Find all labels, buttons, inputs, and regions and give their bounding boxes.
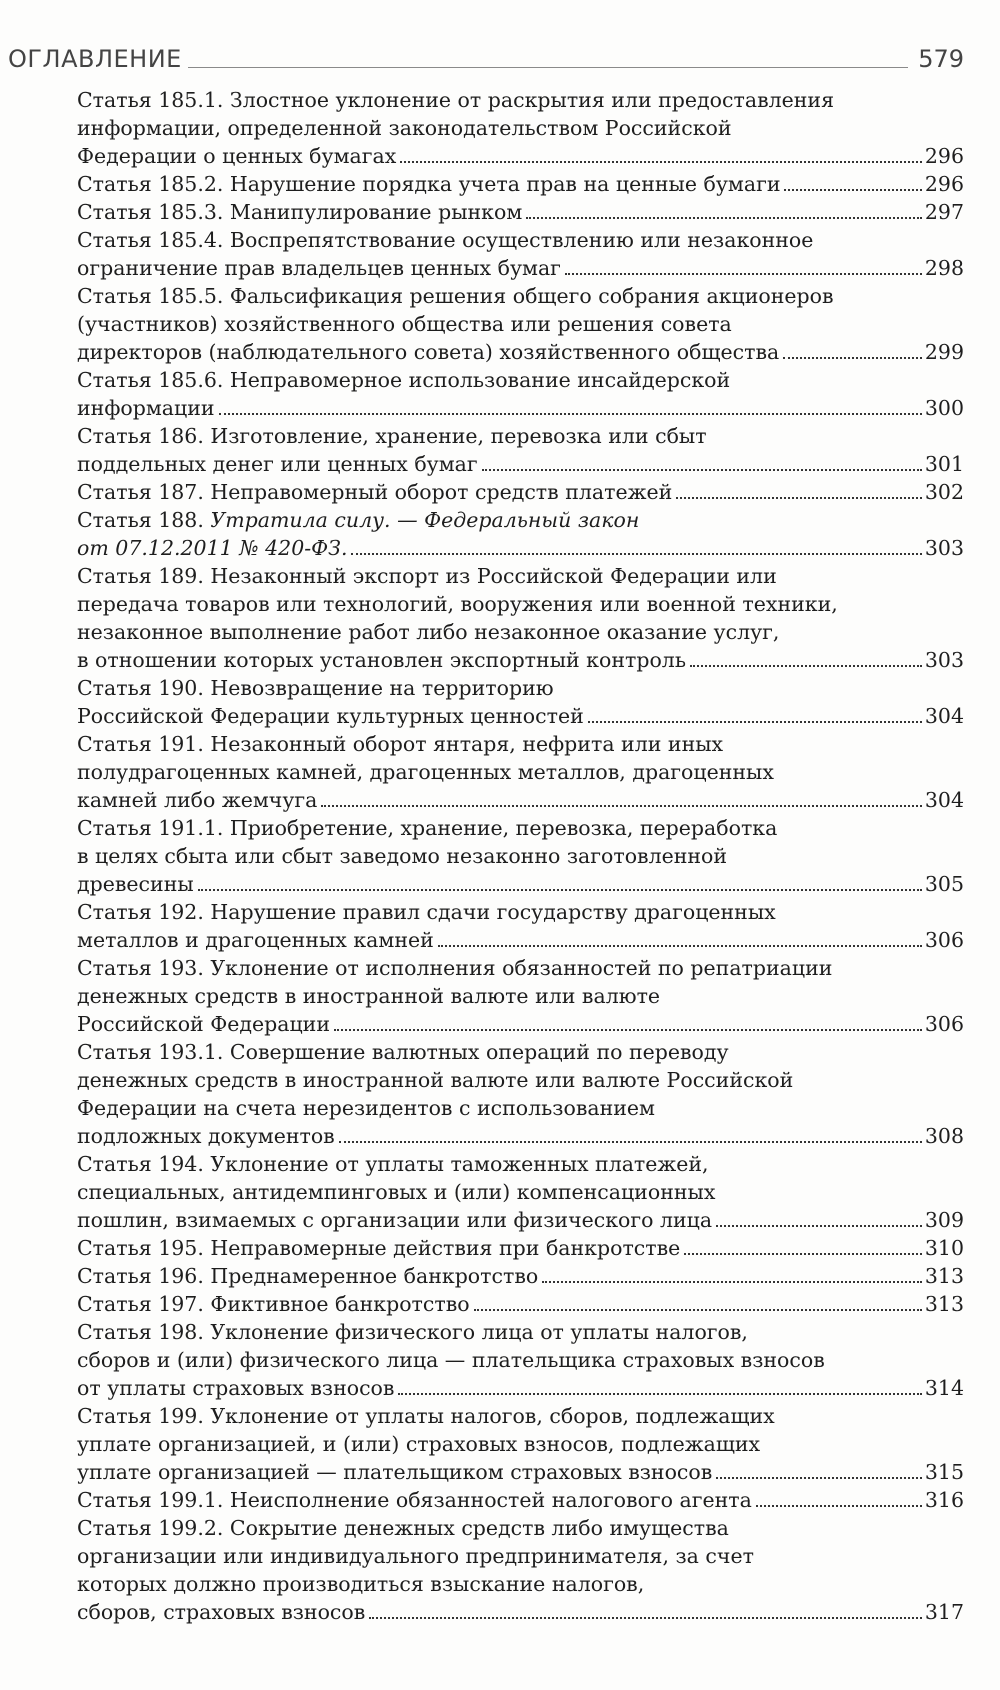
toc-entry-text: от 07.12.2011 № 420-ФЗ. — [77, 536, 348, 560]
toc-entry-line — [77, 366, 964, 394]
toc-entry-text: уплате организацией — плательщиком страховых взносов — [77, 1460, 713, 1484]
toc-entry-page-number: 303 — [924, 536, 964, 560]
running-header — [8, 34, 964, 74]
toc-entry-line — [77, 86, 964, 114]
toc-entry-last-line — [77, 702, 964, 730]
toc-entry-line — [77, 954, 964, 982]
toc-entry-text: которых должно производиться взыскание налогов, — [77, 1572, 645, 1596]
toc-entry-line — [77, 1150, 964, 1178]
toc-entry-line — [77, 898, 964, 926]
toc-entry-line — [77, 1570, 964, 1598]
toc-entry-text: Статья 185.5. Фальсификация решения общего собрания акционеров — [77, 284, 834, 308]
toc-entry-prefix: Статья 188. — [77, 508, 211, 532]
toc-entry-line — [77, 562, 964, 590]
toc-entry-text: ограничение прав владельцев ценных бумаг — [77, 256, 561, 280]
toc-entry-page-number: 296 — [924, 172, 964, 196]
toc-entry-page-number: 314 — [924, 1376, 964, 1400]
toc-entry-text: Статья 191.1. Приобретение, хранение, перевозка, переработка — [77, 816, 778, 840]
toc-entry-text: Статья 190. Невозвращение на территорию — [77, 676, 554, 700]
dot-leader — [334, 1029, 922, 1031]
toc-entry — [77, 198, 964, 226]
toc-entry-text: Статья 194. Уклонение от уплаты таможенных платежей, — [77, 1152, 709, 1176]
toc-entry-page-number: 299 — [924, 340, 964, 364]
toc-entry-text: информации — [77, 396, 215, 420]
toc-entry-page-number: 313 — [924, 1292, 964, 1316]
toc-entry-text: сборов, страховых взносов — [77, 1600, 366, 1624]
toc-entry — [77, 674, 964, 730]
toc-entry-italic-note: Утратила силу. — Федеральный закон — [210, 508, 640, 532]
toc-entry-last-line — [77, 478, 964, 506]
toc-entry-last-line — [77, 870, 964, 898]
toc-entry-page-number: 303 — [924, 648, 964, 672]
toc-entry-text: Статья 197. Фиктивное банкротство — [77, 1292, 470, 1316]
toc-entry — [77, 814, 964, 898]
toc-entry-last-line — [77, 1374, 964, 1402]
dot-leader — [351, 553, 921, 555]
dot-leader — [684, 1253, 922, 1255]
dot-leader — [398, 1393, 921, 1395]
dot-leader — [542, 1281, 922, 1283]
toc-entry-text: Статья 199.2. Сокрытие денежных средств либо имущества — [77, 1516, 729, 1540]
toc-entry-line — [77, 1038, 964, 1066]
toc-entry-last-line — [77, 254, 964, 282]
toc-entry — [77, 478, 964, 506]
toc-entry-page-number: 300 — [924, 396, 964, 420]
toc-entry-page-number: 298 — [924, 256, 964, 280]
toc-entry-last-line — [77, 534, 964, 562]
dot-leader — [339, 1141, 922, 1143]
toc-entry-text: древесины — [77, 872, 194, 896]
dot-leader — [482, 469, 922, 471]
dot-leader — [783, 357, 922, 359]
toc-entry-page-number: 302 — [924, 480, 964, 504]
toc-entry — [77, 562, 964, 674]
dot-leader — [369, 1617, 922, 1619]
toc-entry-page-number: 308 — [924, 1124, 964, 1148]
toc-entry-text: денежных средств в иностранной валюте или валюте — [77, 984, 661, 1008]
dot-leader — [438, 945, 922, 947]
toc-entry-text: уплате организацией, и (или) страховых взносов, подлежащих — [77, 1432, 761, 1456]
toc-entry-text: Федерации о ценных бумагах — [77, 144, 397, 168]
toc-entry-last-line — [77, 450, 964, 478]
toc-entry-page-number: 315 — [924, 1460, 964, 1484]
toc-entry — [77, 1290, 964, 1318]
toc-entry-text: камней либо жемчуга — [77, 788, 318, 812]
toc-entry-text: сборов и (или) физического лица — плательщика страховых взносов — [77, 1348, 825, 1372]
table-of-contents — [77, 86, 964, 1626]
toc-entry-text: Статья 199. Уклонение от уплаты налогов, сборов, подлежащих — [77, 1404, 775, 1428]
toc-entry — [77, 730, 964, 814]
header-title: ОГЛАВЛЕНИЕ — [8, 45, 182, 73]
toc-entry-last-line — [77, 786, 964, 814]
toc-entry — [77, 422, 964, 478]
toc-entry-line — [77, 1402, 964, 1430]
toc-entry-line — [77, 506, 964, 534]
toc-entry-text: Статья 187. Неправомерный оборот средств платежей — [77, 480, 673, 504]
toc-entry-line — [77, 618, 964, 646]
toc-entry-text: Статья 199.1. Неисполнение обязанностей налогового агента — [77, 1488, 752, 1512]
toc-entry-page-number: 306 — [924, 1012, 964, 1036]
toc-entry-text: Российской Федерации — [77, 1012, 330, 1036]
toc-entry-line — [77, 1094, 964, 1122]
toc-entry-page-number: 301 — [924, 452, 964, 476]
toc-entry — [77, 1318, 964, 1402]
toc-entry-last-line — [77, 1010, 964, 1038]
toc-entry-text: Статья 185.1. Злостное уклонение от раскрытия или предоставления — [77, 88, 835, 112]
toc-entry-text: в отношении которых установлен экспортный контроль — [77, 648, 686, 672]
toc-entry-text: Статья 185.3. Манипулирование рынком — [77, 200, 523, 224]
toc-entry-last-line — [77, 1290, 964, 1318]
toc-entry-line — [77, 310, 964, 338]
toc-entry-text: Статья 191. Незаконный оборот янтаря, нефрита или иных — [77, 732, 724, 756]
toc-entry — [77, 1402, 964, 1486]
toc-entry-last-line — [77, 142, 964, 170]
toc-entry-text: незаконное выполнение работ либо незаконное оказание услуг, — [77, 620, 780, 644]
toc-entry-last-line — [77, 1234, 964, 1262]
toc-entry-line — [77, 1542, 964, 1570]
dot-leader — [716, 1225, 922, 1227]
toc-entry-text: Федерации на счета нерезидентов с использованием — [77, 1096, 655, 1120]
toc-entry-line — [77, 1514, 964, 1542]
toc-entry-page-number: 317 — [924, 1600, 964, 1624]
toc-entry-line — [77, 1430, 964, 1458]
toc-entry — [77, 86, 964, 170]
toc-entry-text: Статья 193.1. Совершение валютных операций по переводу — [77, 1040, 729, 1064]
dot-leader — [565, 273, 922, 275]
header-page-number: 579 — [918, 45, 964, 73]
toc-entry-last-line — [77, 1598, 964, 1626]
toc-entry-line — [77, 114, 964, 142]
toc-entry-last-line — [77, 1458, 964, 1486]
toc-entry — [77, 1514, 964, 1626]
toc-entry-text: Статья 196. Преднамеренное банкротство — [77, 1264, 539, 1288]
toc-entry — [77, 954, 964, 1038]
toc-entry-last-line — [77, 1206, 964, 1234]
toc-entry-line — [77, 1318, 964, 1346]
toc-entry-line — [77, 1066, 964, 1094]
dot-leader — [716, 1477, 922, 1479]
toc-entry-page-number: 310 — [924, 1236, 964, 1260]
toc-entry-text: Российской Федерации культурных ценностей — [77, 704, 584, 728]
toc-entry — [77, 1150, 964, 1234]
toc-entry-text: полудрагоценных камней, драгоценных металлов, драгоценных — [77, 760, 774, 784]
dot-leader — [588, 721, 922, 723]
toc-entry-last-line — [77, 646, 964, 674]
toc-entry-line — [77, 674, 964, 702]
toc-entry-text: специальных, антидемпинговых и (или) компенсационных — [77, 1180, 716, 1204]
toc-entry-page-number: 313 — [924, 1264, 964, 1288]
dot-leader — [756, 1505, 922, 1507]
toc-entry-last-line — [77, 394, 964, 422]
toc-entry — [77, 898, 964, 954]
toc-entry-text: информации, определенной законодательством Российской — [77, 116, 732, 140]
toc-entry — [77, 1262, 964, 1290]
toc-entry — [77, 226, 964, 282]
toc-entry-page-number: 309 — [924, 1208, 964, 1232]
toc-entry-text: Статья 198. Уклонение физического лица от уплаты налогов, — [77, 1320, 748, 1344]
toc-entry-last-line — [77, 170, 964, 198]
toc-entry-text: подложных документов — [77, 1124, 335, 1148]
toc-entry — [77, 282, 964, 366]
toc-entry — [77, 506, 964, 562]
toc-entry-text: Статья 186. Изготовление, хранение, перевозка или сбыт — [77, 424, 707, 448]
toc-entry-last-line — [77, 338, 964, 366]
toc-entry-page-number: 306 — [924, 928, 964, 952]
toc-entry-line — [77, 590, 964, 618]
toc-entry — [77, 170, 964, 198]
dot-leader — [526, 217, 922, 219]
dot-leader — [400, 161, 922, 163]
toc-entry-text: Статья 192. Нарушение правил сдачи государству драгоценных — [77, 900, 776, 924]
dot-leader — [784, 189, 921, 191]
dot-leader — [474, 1309, 922, 1311]
toc-entry-text: Статья 189. Незаконный экспорт из Российской Федерации или — [77, 564, 777, 588]
toc-entry-line — [77, 758, 964, 786]
dot-leader — [219, 413, 922, 415]
toc-entry-last-line — [77, 1262, 964, 1290]
toc-entry — [77, 1486, 964, 1514]
dot-leader — [676, 497, 922, 499]
header-rule — [188, 67, 908, 68]
toc-entry-text: пошлин, взимаемых с организации или физического лица — [77, 1208, 713, 1232]
toc-entry-text: денежных средств в иностранной валюте или валюте Российской — [77, 1068, 794, 1092]
toc-entry — [77, 1234, 964, 1262]
toc-entry-text: (участников) хозяйственного общества или решения совета — [77, 312, 732, 336]
toc-entry-line — [77, 842, 964, 870]
toc-entry-text: организации или индивидуального предпринимателя, за счет — [77, 1544, 754, 1568]
toc-entry-text: поддельных денег или ценных бумаг — [77, 452, 478, 476]
toc-entry — [77, 366, 964, 422]
toc-entry-page-number: 304 — [924, 704, 964, 728]
dot-leader — [321, 805, 922, 807]
toc-entry-last-line — [77, 198, 964, 226]
toc-entry-last-line — [77, 1486, 964, 1514]
toc-entry-page-number: 296 — [924, 144, 964, 168]
toc-entry-line — [77, 814, 964, 842]
toc-entry-text: Статья 193. Уклонение от исполнения обязанностей по репатриации — [77, 956, 833, 980]
toc-entry-line — [77, 1178, 964, 1206]
toc-entry-line — [77, 730, 964, 758]
toc-entry-text: передача товаров или технологий, вооружения или военной техники, — [77, 592, 838, 616]
toc-entry-line — [77, 1346, 964, 1374]
toc-entry-page-number: 297 — [924, 200, 964, 224]
toc-entry-last-line — [77, 1122, 964, 1150]
toc-entry-text: в целях сбыта или сбыт заведомо незаконно заготовленной — [77, 844, 728, 868]
dot-leader — [198, 889, 922, 891]
toc-entry — [77, 1038, 964, 1150]
toc-entry-text: от уплаты страховых взносов — [77, 1376, 395, 1400]
toc-entry-line — [77, 982, 964, 1010]
toc-entry-page-number: 305 — [924, 872, 964, 896]
toc-entry-line — [77, 226, 964, 254]
toc-entry-page-number: 304 — [924, 788, 964, 812]
toc-entry-text: директоров (наблюдательного совета) хозяйственного общества — [77, 340, 780, 364]
toc-entry-text: Статья 185.4. Воспрепятствование осуществлению или незаконное — [77, 228, 814, 252]
toc-entry-text: Статья 195. Неправомерные действия при банкротстве — [77, 1236, 681, 1260]
toc-entry-line — [77, 422, 964, 450]
toc-entry-last-line — [77, 926, 964, 954]
toc-entry-text: Статья 185.2. Нарушение порядка учета прав на ценные бумаги — [77, 172, 781, 196]
toc-entry-page-number: 316 — [924, 1488, 964, 1512]
toc-entry-line — [77, 282, 964, 310]
toc-entry-text: Статья 185.6. Неправомерное использование инсайдерской — [77, 368, 731, 392]
dot-leader — [690, 665, 922, 667]
toc-entry-text: металлов и драгоценных камней — [77, 928, 434, 952]
